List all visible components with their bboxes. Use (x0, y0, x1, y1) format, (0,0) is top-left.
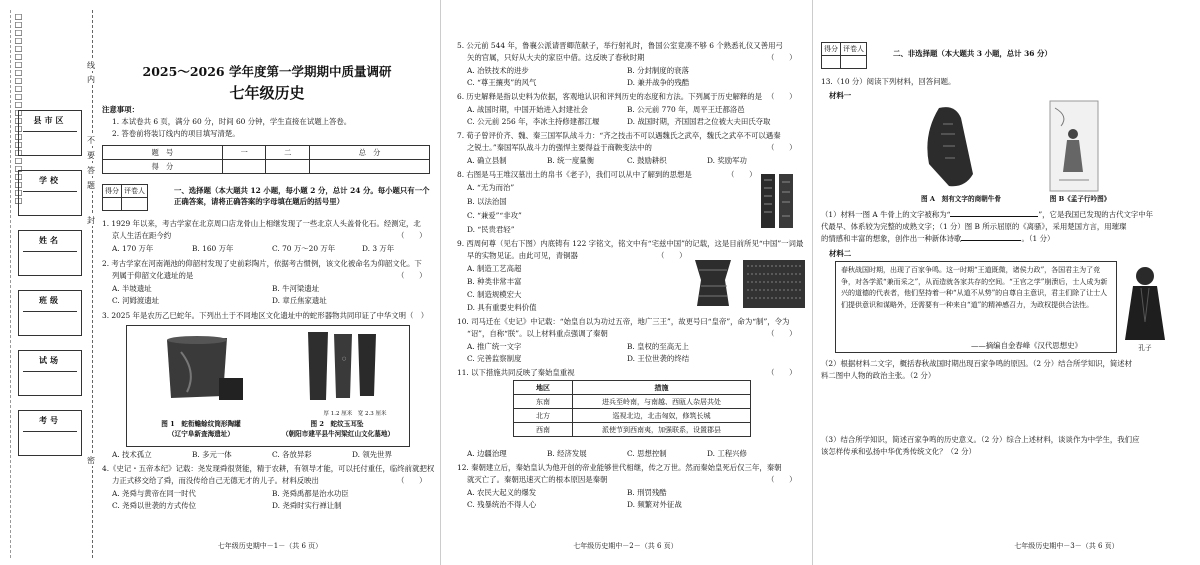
question-10-cont: “诏”，自称“朕”。以上材料重点强调了秦朝 (467, 329, 608, 338)
answer-blank[interactable] (961, 240, 1021, 241)
option[interactable]: A. “无为而治” (467, 183, 515, 192)
grader-cell[interactable] (822, 56, 841, 69)
option[interactable]: A. 技术孤立 (112, 450, 152, 459)
question-11: 11. 以下措施共同反映了秦始皇重视 (457, 368, 575, 377)
subquestion-1-end (821, 233, 1054, 245)
subquestion-1 (821, 209, 1153, 221)
jade-earring-image (302, 330, 402, 410)
option[interactable]: A. 确立县制 (467, 156, 507, 165)
binding-strip (0, 0, 95, 565)
page-footer: 七年级历史期中－1－（共 6 页） (217, 542, 323, 550)
table-row: 东南 进兵至岭南，与南越、西瓯人杂居共处 (514, 395, 751, 409)
option[interactable]: D. 兼并战争的残酷 (627, 78, 690, 87)
grader-head: 评卷人 (841, 43, 867, 56)
field-name[interactable] (18, 230, 82, 276)
option[interactable]: C. 70 万～20 万年 (272, 244, 336, 253)
option[interactable]: B. 经济发展 (547, 449, 587, 458)
figure-1-location: （辽宁阜新查海遗址） (168, 430, 234, 438)
figure-1-caption: 图 1 蛇衔蟾蜍纹筒形陶罐 (161, 420, 241, 428)
figure-2-location: （朝阳市建平县牛河梁红山文化墓地） (281, 430, 395, 438)
confucius-caption: 孔子 (1138, 344, 1152, 352)
score-cell[interactable] (266, 160, 310, 174)
subquestion-3: （3）结合所学知识，简述百家争鸣的历史意义。（2 分）综合上述材料，谈谈作为中学生，我们应 (821, 435, 1140, 444)
question-3-figure (126, 325, 410, 447)
field-label: 试场 (39, 355, 61, 365)
answer-paren[interactable]: （ ） (397, 271, 427, 280)
answer-paren[interactable]: （ ） (767, 475, 797, 484)
exam-title: 2025～2026 学年度第一学期期中质量调研 (142, 64, 392, 79)
subquestion-1-cont: 代最早、体系较为完整的成熟文字；（1 分）图 B 所示屈原的《离骚》，采用楚国方言，用璀璨 (821, 222, 1127, 231)
pottery-jar-image (157, 332, 247, 404)
option[interactable]: A. 战国时期，中国开始进入封建社会 (467, 105, 588, 114)
option[interactable]: D. 战国时期，齐国国君之位被大夫田氏夺取 (627, 117, 771, 126)
option[interactable]: C. “尊王攘夷”的风气 (467, 78, 537, 87)
question-12: 12. 秦朝建立后，秦始皇认为他开创的帝业能够世代相继，传之万世。然而秦始皇死后仅三年，秦朝 (457, 463, 782, 472)
question-1-options (112, 243, 432, 255)
option[interactable]: A. 170 万年 (112, 244, 154, 253)
strip-mark: 不 (84, 135, 98, 146)
answer-paren[interactable]: （ ） (397, 476, 427, 485)
option[interactable]: A. 推广统一文字 (467, 342, 522, 351)
subquestion-1-text3: 的情感和丰富的想象，创作出一种新体诗歌 (821, 234, 962, 243)
question-2-cont: 列属于仰韶文化遗址的是 (112, 271, 194, 280)
option[interactable]: C. 完善监察制度 (467, 354, 522, 363)
confucius-portrait-image (1121, 262, 1169, 342)
figure-a-caption: 图 A 刻有文字的商朝牛骨 (921, 195, 1001, 203)
strip-mark: 线 (84, 60, 98, 71)
note: 2. 答卷前将装订线内的项目填写清楚。 (112, 129, 240, 138)
option[interactable]: D. 尧舜时实行禅让制 (272, 501, 342, 510)
option[interactable]: A. 尧舜与黄帝在同一时代 (112, 489, 196, 498)
grader-table (102, 184, 148, 211)
grader-table (821, 42, 867, 69)
option[interactable]: D. 章丘焦家遗址 (272, 296, 327, 305)
question-7-cont: 之锐士。”秦国军队战斗力的强悍主要得益于商鞅变法中的 (467, 143, 652, 152)
figure-2-note: 厚 1.2 厘米 宽 2.3 厘米 (323, 411, 387, 417)
field-label: 学校 (39, 175, 61, 185)
question-3-options (112, 449, 432, 461)
score-cell[interactable] (222, 160, 266, 174)
question-2: 2. 考古学家在河南渑池的仰韶村发现了史前彩陶片，依据考古惯例，该文化被命名为仰韶文化。下 (102, 259, 422, 268)
score-cell[interactable] (310, 160, 430, 174)
score-head: 一 (222, 146, 266, 160)
grader-cell[interactable] (103, 198, 122, 211)
question-5-cont: 矢的官属，只好从大夫的家臣中借。这反映了春秋时期 (467, 53, 645, 62)
score-row-label: 得 分 (103, 160, 223, 174)
option[interactable]: A. 半坡遗址 (112, 284, 152, 293)
option[interactable]: C. 残暴统治不得人心 (467, 500, 537, 509)
question-4: 4.《史记・五帝本纪》记载：尧发现舜很贤能，精于农耕，有领导才能，可以托付重任，临终前就把权 (102, 464, 435, 473)
option[interactable]: D. 奖励军功 (707, 156, 747, 165)
option[interactable]: B. 以法治国 (467, 197, 507, 206)
option[interactable]: B. 尧舜禹都是治水功臣 (272, 489, 349, 498)
score-head: 题 号 (103, 146, 223, 160)
option[interactable]: B. 皇权的至高无上 (627, 342, 689, 351)
binding-line-outer (10, 10, 11, 558)
option[interactable]: B. 刑罚残酷 (627, 488, 667, 497)
option[interactable]: C. 公元前 256 年，李冰主持修建都江堰 (467, 117, 600, 126)
binding-line (92, 10, 93, 558)
option[interactable]: D. 3 万年 (362, 244, 395, 253)
field-label: 考号 (39, 415, 61, 425)
option[interactable]: D. 王位世袭的终结 (627, 354, 690, 363)
score-head: 二 (266, 146, 310, 160)
answer-paren[interactable]: （ ） (767, 329, 797, 338)
subquestion-2: （2）根据材料二文字，概括春秋战国时期出现百家争鸣的原因。（2 分）结合所学知识，简述材 (821, 359, 1133, 368)
field-school[interactable] (18, 170, 82, 216)
question-8: 8. 右图是马王堆汉墓出土的帛书《老子》，我们可以从中了解到的思想是 (457, 170, 692, 179)
option[interactable]: A. 农民大起义的爆发 (467, 488, 537, 497)
oracle-bone-image (921, 104, 981, 190)
he-zun-bronze-image (689, 256, 807, 310)
option[interactable]: C. 尧舜以世袭的方式传位 (112, 501, 196, 510)
strip-mark: 题 (84, 180, 98, 191)
page-footer: 七年级历史期中－2－（共 6 页） (573, 542, 678, 550)
answer-blank[interactable] (950, 216, 1038, 217)
option[interactable]: D. 具有重要史料价值 (467, 303, 537, 312)
question-5: 5. 公元前 544 年，鲁襄公派请晋卿范献子，举行射礼时，鲁国公室竟凑不够 6 个熟悉礼仪又善用弓 (457, 41, 783, 50)
question-7: 7. 荀子曾评价齐、魏、秦三国军队战斗力：“齐之技击不可以遇魏氏之武卒，魏氏之武卒不可以遇秦 (457, 131, 781, 140)
answer-paren[interactable]: （ ） (767, 368, 797, 377)
answer-paren[interactable]: （ ） (767, 92, 797, 101)
option[interactable]: C. 各放异彩 (272, 450, 312, 459)
section-2-heading: 二、非选择题（本大题共 3 小题，总计 36 分） (893, 49, 1052, 58)
option[interactable]: D. 频繁对外征战 (627, 500, 682, 509)
field-label: 县市区 (33, 115, 67, 125)
question-9-cont: 早的实物见证。由此可见，青铜器 (467, 251, 578, 260)
option[interactable]: B. 统一度量衡 (547, 156, 595, 165)
table-row: 西南 派使节到西南夷，加强联系，设置郡县 (514, 423, 751, 437)
option[interactable]: C. 鼓励耕织 (627, 156, 667, 165)
option[interactable]: C. 思想控制 (627, 449, 667, 458)
answer-paren[interactable]: （ ） (727, 170, 757, 179)
answer-paren[interactable]: （ ） (397, 231, 427, 240)
field-label: 班级 (39, 295, 61, 305)
answer-paren[interactable]: （ ） (767, 53, 797, 62)
table-header: 措施 (573, 381, 751, 395)
field-county[interactable] (18, 110, 82, 156)
material-1-label: 材料一 (829, 91, 852, 100)
exam-page-1 (0, 0, 440, 565)
silk-manuscript-image (759, 172, 799, 230)
option[interactable]: D. “民贵君轻” (467, 225, 515, 234)
score-table (102, 145, 430, 174)
question-4-cont: 力正式移交给了舜，而没传给自己无德无才的儿子。材料反映出 (112, 476, 319, 485)
grader-cell[interactable] (841, 56, 867, 69)
strip-mark: 封 (84, 215, 98, 226)
option[interactable]: A. 冶铁技术的进步 (467, 66, 529, 75)
field-class[interactable] (18, 290, 82, 336)
exam-page-3 (812, 0, 1200, 565)
question-12-cont: 就灭亡了。秦朝迅速灭亡的根本原因是秦朝 (467, 475, 608, 484)
option[interactable]: C. 制造规模宏大 (467, 290, 522, 299)
option[interactable]: C. 河姆渡遗址 (112, 296, 160, 305)
question-7-options (467, 155, 807, 167)
option[interactable]: B. 公元前 770 年，周平王迁都洛邑 (627, 105, 745, 114)
option[interactable]: A. 边疆治理 (467, 449, 507, 458)
option[interactable]: D. 工程兴修 (707, 449, 747, 458)
question-1-cont: 京人生活在距今约 (112, 231, 172, 240)
figure-b-caption: 图 B《孟子行吟图》 (1049, 195, 1111, 203)
quote-text: 春秋战国时期，出现了百家争鸣。这一时期“王道既微，诸侯力政”，各国君主为了竞争，对各学派“兼而采之”，从而造就各家共存的空间。“王官之学”崩溃后，士人成为新兴的道德的代表者，他们坚持着一种“从道不从势”的自尊自主意识，君主们除了让士人们提供意识和谋略外，还需要有一种来自“道”的精神感召力，为政权提供合法性。 (841, 266, 1108, 309)
subquestion-1-text4: 。（1 分） (1021, 234, 1055, 243)
question-11-options (467, 448, 807, 460)
page-footer: 七年级历史期中－3－（共 6 页） (1014, 542, 1119, 550)
subquestion-1-text2: ”，它是我国已发现的古代文字中年 (1038, 210, 1154, 219)
table-header: 地区 (514, 381, 573, 395)
field-label: 姓名 (39, 235, 61, 245)
mencius-painting-image (1049, 100, 1099, 192)
score-head: 总 分 (310, 146, 430, 160)
subquestion-1-text: （1）材料一图 A 牛骨上的文字被称为“ (821, 210, 951, 219)
exam-page-2 (440, 0, 810, 565)
grader-cell[interactable] (122, 198, 148, 211)
question-9: 9. 西周何尊（见右下图）内底铸有 122 字铭文，铭文中有“宅兹中国”的记载，这是目前所见“中国”一词最 (457, 239, 804, 248)
grader-head: 得分 (103, 185, 122, 198)
option[interactable]: B. 牛河梁遗址 (272, 284, 320, 293)
note: 1. 本试卷共 6 页，满分 60 分，时间 60 分钟，学生直接在试题上答卷。 (112, 117, 352, 126)
strip-mark: 内 (84, 74, 98, 85)
strip-mark: 要 (84, 150, 98, 161)
option[interactable]: B. 分封制度的衰落 (627, 66, 689, 75)
question-6: 6. 历史解释是指以史料为依据，客观地认识和评判历史的态度和方法。下列属于历史解释的是 (457, 92, 763, 101)
option[interactable]: B. 160 万年 (192, 244, 234, 253)
answer-paren[interactable]: （ ） (767, 143, 797, 152)
field-exam-number[interactable] (18, 410, 82, 456)
subquestion-3-cont: 该怎样传承和弘扬中华优秀传统文化？（2 分） (821, 447, 976, 456)
strip-mark: 密 (84, 455, 98, 466)
question-1: 1. 1929 年以来，考古学家在北京周口店龙骨山上相继发现了一些北京人头盖骨化石。经测定，北 (102, 219, 421, 228)
grader-head: 评卷人 (122, 185, 148, 198)
quote-source: ——摘编自金春峰《汉代思想史》 (971, 341, 1082, 350)
question-10: 10. 司马迁在《史记》中记载：“始皇自以为功过五帝，地广三王”，故更号曰“皇帝”，命为“制”，令为 (457, 317, 790, 326)
table-row: 北方 巡视北边，北击匈奴，修筑长城 (514, 409, 751, 423)
option[interactable]: C. “兼爱”“非攻” (467, 211, 522, 220)
question-13: 13.（10 分）阅读下列材料，回答问题。 (821, 77, 956, 86)
option[interactable]: B. 种类非常丰富 (467, 277, 522, 286)
figure-2-caption: 图 2 蛇纹玉耳坠 (310, 420, 364, 428)
field-exam-room[interactable] (18, 350, 82, 396)
option[interactable]: B. 多元一体 (192, 450, 232, 459)
notes-heading: 注意事项： (102, 105, 139, 114)
strip-mark: 答 (84, 165, 98, 176)
svg-text:○: ○ (342, 356, 347, 362)
subquestion-2-cont: 料二图中人物的政治主张。（2 分） (821, 371, 936, 380)
material-2-label: 材料二 (829, 249, 852, 258)
option[interactable]: A. 制造工艺高超 (467, 264, 522, 273)
exam-subject: 七年级历史 (229, 84, 305, 102)
question-3: 3. 2025 年是农历乙巳蛇年。下列出土于不同地区文化遗址中的蛇形器物共同印证了中华文明（ ） (102, 311, 429, 320)
answer-paren[interactable]: （ ） (657, 251, 687, 260)
measures-table (513, 380, 751, 437)
seal-squares: □□□□□□□□□□□□□□□□□□□□□□□□ (14, 12, 23, 204)
option[interactable]: D. 领先世界 (352, 450, 392, 459)
grader-head: 得分 (822, 43, 841, 56)
section-1-heading: 一、选择题（本大题共 12 小题，每小题 2 分，总计 24 分。每小题只有一个正确答案，请将正确答案的字母填在题后的括号里） (174, 186, 430, 206)
